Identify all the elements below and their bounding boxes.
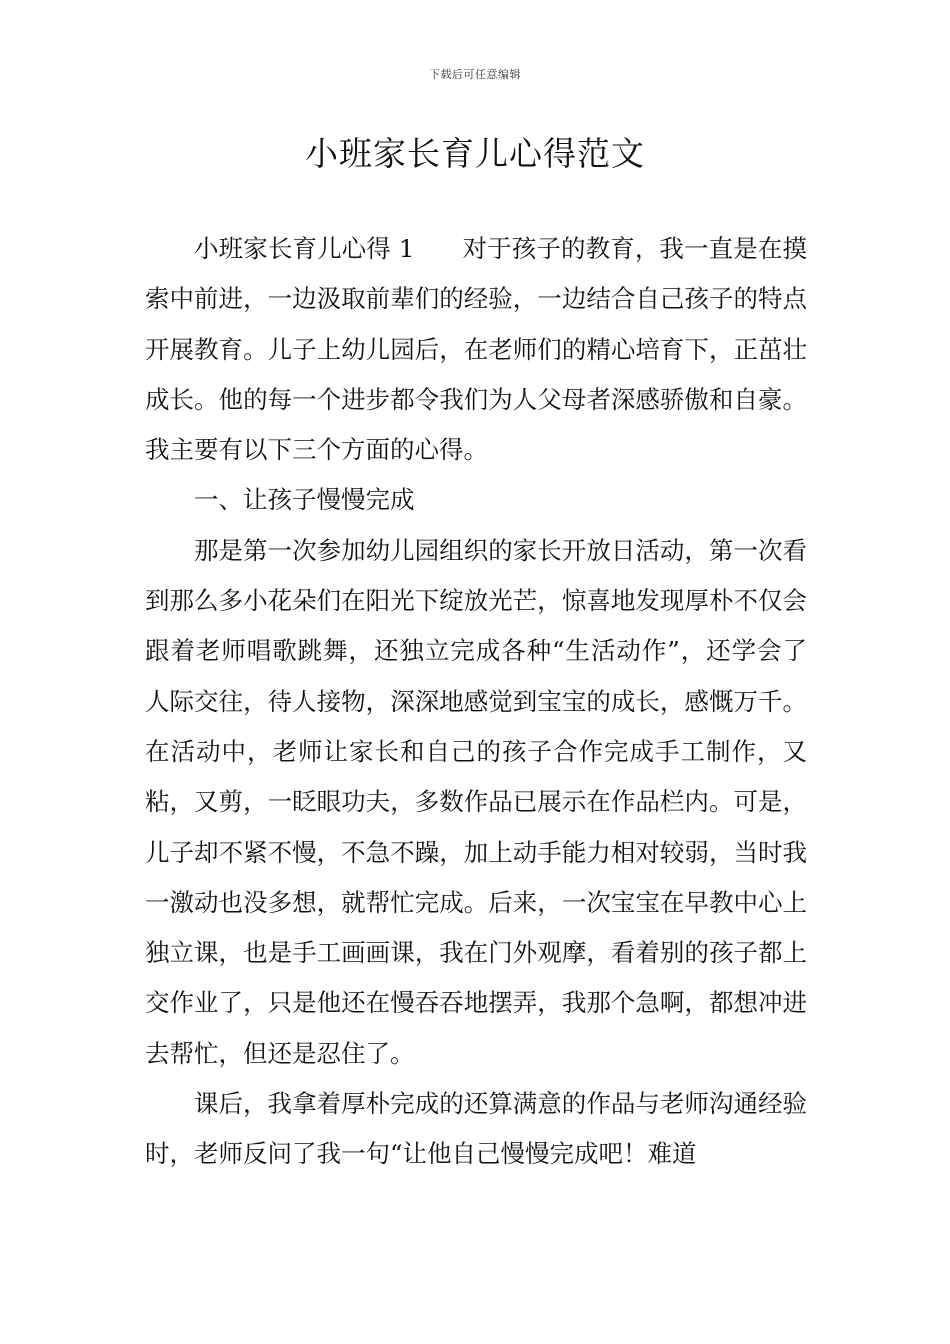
- paragraph-after-class: 课后，我拿着厚朴完成的还算满意的作品与老师沟通经验时，老师反问了我一句“让他自己慢慢完成吧！难道: [145, 1089, 807, 1169]
- subheading-1: 一、让孩子慢慢完成: [194, 485, 415, 515]
- paragraph-intro: [145, 224, 807, 475]
- section-heading-1: 小班家长育儿心得 1: [194, 234, 415, 263]
- document-body: [145, 224, 807, 1180]
- header-note: 下载后可任意编辑: [429, 68, 521, 81]
- document-title: 小班家长育儿心得范文: [305, 134, 645, 173]
- paragraph-open-day: 那是第一次参加幼儿园组织的家长开放日活动，第一次看到那么多小花朵们在阳光下绽放光芒，惊喜地发现厚朴不仅会跟着老师唱歌跳舞，还独立完成各种“生活动作”，还学会了人际交往，待人接物，深深地感觉到宝宝的成长，感慨万千。在活动中，老师让家长和自己的孩子合作完成手工制作，又粘，又剪，一眨眼功夫，多数作品已展示在作品栏内。可是，儿子却不紧不慢，不急不躁，加上动手能力相对较弱，当时我一激动也没多想，就帮忙完成。后来，一次宝宝在早教中心上独立课，也是手工画画课，我在门外观摩，看着别的孩子都上交作业了，只是他还在慢吞吞地摆弄，我那个急啊，都想冲进去帮忙，但还是忍住了。: [145, 535, 807, 1068]
- paragraph-intro-text: 对于孩子的教育，我一直是在摸索中前进，一边汲取前辈们的经验，一边结合自己孩子的特点开展教育。儿子上幼儿园后，在老师们的精心培育下，正茁壮成长。他的每一个进步都令我们为人父母者深感骄傲和自豪。我主要有以下三个方面的心得。: [145, 234, 808, 465]
